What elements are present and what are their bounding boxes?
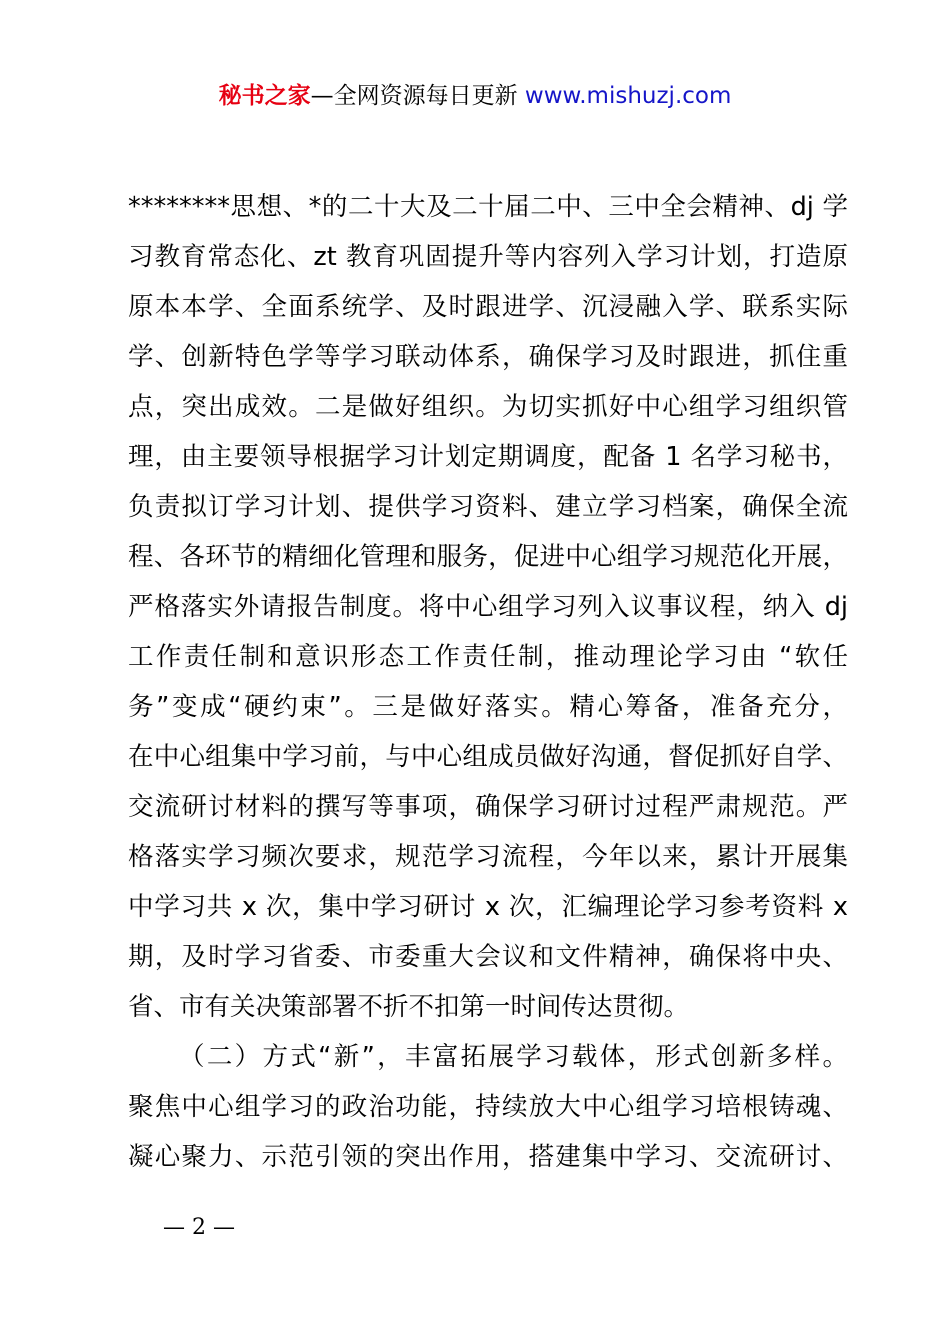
text-line: 凝心聚力、示范引领的突出作用，搭建集中学习、交流研讨、 [128, 1142, 848, 1172]
text-line: 期，及时学习省委、市委重大会议和文件精神，确保将中央、 [128, 942, 848, 972]
text-line: 习教育常态化、zt 教育巩固提升等内容列入学习计划，打造原 [128, 242, 848, 272]
text-line: 程、各环节的精细化管理和服务，促进中心组学习规范化开展， [128, 542, 848, 572]
brand-name: 秘书之家 [218, 83, 311, 109]
site-header [0, 78, 950, 114]
text-line: 格落实学习频次要求，规范学习流程，今年以来，累计开展集 [128, 842, 848, 872]
document-body [128, 182, 848, 1182]
text-line: 工作责任制和意识形态工作责任制，推动理论学习由 “软任 [128, 642, 848, 672]
text-line: 中学习共 x 次，集中学习研讨 x 次，汇编理论学习参考资料 x [128, 892, 848, 922]
text-line: 聚焦中心组学习的政治功能，持续放大中心组学习培根铸魂、 [128, 1092, 848, 1122]
text-line: 负责拟订学习计划、提供学习资料、建立学习档案，确保全流 [128, 492, 848, 522]
text-line: 理，由主要领导根据学习计划定期调度，配备 1 名学习秘书， [128, 442, 848, 472]
text-line: 严格落实外请报告制度。将中心组学习列入议事议程，纳入 dj [128, 592, 848, 622]
header-tagline: —全网资源每日更新 [310, 83, 518, 109]
text-line: 在中心组集中学习前，与中心组成员做好沟通，督促抓好自学、 [128, 742, 848, 772]
site-url-link[interactable]: www.mishuzj.com [524, 83, 732, 109]
text-line: 原本本学、全面系统学、及时跟进学、沉浸融入学、联系实际 [128, 292, 848, 322]
page-number: — 2 — [163, 1215, 235, 1240]
section-heading-line: （二）方式“新”，丰富拓展学习载体，形式创新多样。 [179, 1042, 848, 1072]
text-line: 务”变成“硬约束”。三是做好落实。精心筹备，准备充分， [128, 692, 848, 722]
text-line: 交流研讨材料的撰写等事项，确保学习研讨过程严肃规范。严 [128, 792, 848, 822]
text-line: ********思想、*的二十大及二十届二中、三中全会精神、dj 学 [128, 192, 848, 222]
text-line: 省、市有关决策部署不折不扣第一时间传达贯彻。 [128, 992, 690, 1022]
text-line: 点，突出成效。二是做好组织。为切实抓好中心组学习组织管 [128, 392, 848, 422]
text-line: 学、创新特色学等学习联动体系，确保学习及时跟进，抓住重 [128, 342, 848, 372]
